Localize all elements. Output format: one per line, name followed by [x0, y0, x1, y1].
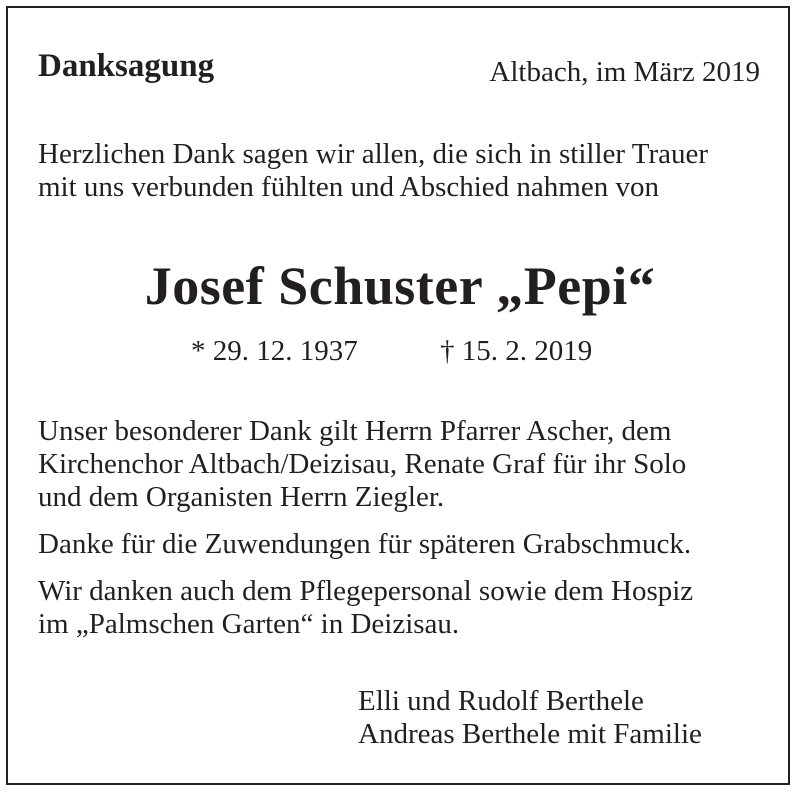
- intro-text: [38, 138, 708, 204]
- intro-line: mit uns verbunden fühlten und Abschied nahmen von: [38, 171, 659, 203]
- signature: [358, 685, 702, 751]
- care-line: Wir danken auch dem Pflegepersonal sowie dem Hospiz: [38, 575, 694, 607]
- thanks-line: und dem Organisten Herrn Ziegler.: [38, 481, 445, 513]
- deceased-name: Josef Schuster „Pepi“: [144, 256, 656, 316]
- intro-line: Herzlichen Dank sagen wir allen, die sich in stiller Trauer: [38, 138, 709, 170]
- care-paragraph: [38, 575, 693, 641]
- death-date: † 15. 2. 2019: [440, 335, 593, 367]
- signature-line: Andreas Berthele mit Familie: [358, 718, 702, 750]
- birth-date: * 29. 12. 1937: [191, 335, 358, 367]
- signature-line: Elli und Rudolf Berthele: [358, 685, 644, 717]
- notice-frame: [6, 6, 790, 785]
- thanks-line: Kirchenchor Altbach/Deizisau, Renate Graf für ihr Solo: [38, 448, 687, 480]
- donations-line: Danke für die Zuwendungen für späteren Grabschmuck.: [38, 528, 692, 560]
- place-date: Altbach, im März 2019: [489, 56, 760, 88]
- care-line: im „Palmschen Garten“ in Deizisau.: [38, 608, 460, 640]
- notice-heading: Danksagung: [38, 48, 215, 84]
- thanks-paragraph: [38, 415, 686, 514]
- thanks-line: Unser besonderer Dank gilt Herrn Pfarrer Ascher, dem: [38, 415, 672, 447]
